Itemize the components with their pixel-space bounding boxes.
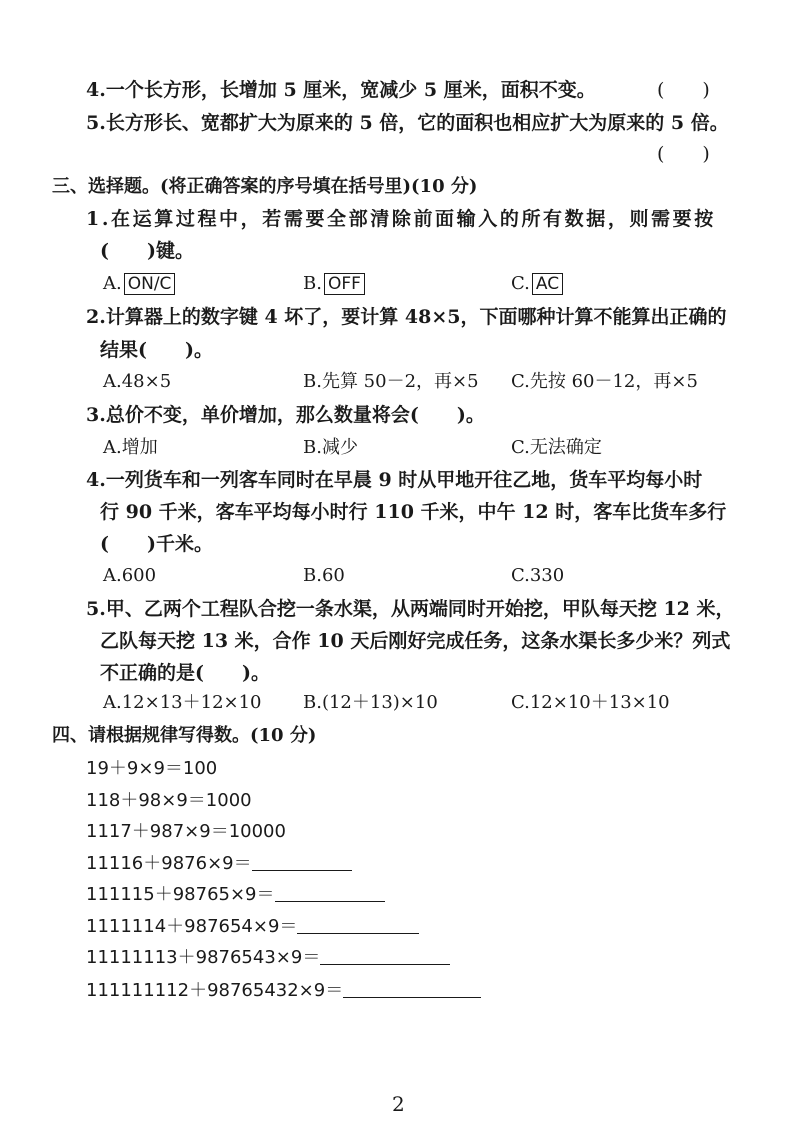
off-key: OFF [324, 273, 365, 295]
equation-row [86, 979, 481, 1003]
question-text-cont: 不正确的是( )。 [100, 662, 270, 684]
question-number: 4. [86, 79, 106, 101]
equation-text: 11116＋9876×9＝ [86, 853, 252, 874]
option-c[interactable]: C.无法确定 [511, 437, 602, 458]
option-b[interactable]: B.减少 [303, 437, 358, 458]
option-label: A. [103, 273, 122, 294]
answer-blank[interactable] [275, 883, 385, 902]
question-text: 甲、乙两个工程队合挖一条水渠，从两端同时开始挖，甲队每天挖 12 米， [105, 598, 735, 620]
question-number: 5. [86, 112, 106, 134]
equation-row: 1117＋987×9＝10000 [86, 821, 286, 842]
question-number: 3. [86, 404, 106, 426]
equation-text: 1111114＋987654×9＝ [86, 916, 298, 937]
option-c[interactable]: C.先按 60－12，再×5 [511, 371, 698, 392]
section-title: 四、请根据规律写得数。(10 分) [52, 725, 317, 746]
option-c[interactable]: C.330 [511, 565, 565, 586]
answer-blank[interactable] [297, 915, 419, 934]
question-text: 总价不变，单价增加，那么数量将会( )。 [105, 404, 485, 426]
option-a[interactable]: A.48×5 [103, 371, 172, 392]
choice-question-3 [86, 403, 485, 427]
equation-row [86, 883, 385, 907]
answer-paren[interactable]: ( ) [657, 79, 710, 101]
question-text: 在运算过程中，若需要全部清除前面输入的所有数据，则需要按 [111, 208, 716, 230]
option-label: C. [511, 273, 530, 294]
question-text-cont: 乙队每天挖 13 米，合作 10 天后刚好完成任务，这条水渠长多少米？列式 [100, 630, 731, 652]
judge-question-4 [86, 78, 596, 102]
choice-question-4 [86, 468, 702, 492]
question-number: 2. [86, 306, 106, 328]
option-c[interactable]: C.12×10＋13×10 [511, 692, 670, 713]
choice-question-2 [86, 305, 727, 329]
judge-question-5 [86, 111, 729, 135]
equation-row: 118＋98×9＝1000 [86, 790, 252, 811]
question-text-cont: ( )千米。 [100, 533, 213, 555]
question-text: 计算器上的数字键 4 坏了，要计算 48×5，下面哪种计算不能算出正确的 [105, 306, 727, 328]
equation-text: 11111113＋9876543×9＝ [86, 947, 321, 968]
page-number: 2 [392, 1092, 405, 1116]
answer-paren[interactable]: ( ) [657, 143, 710, 165]
option-a[interactable]: A.增加 [103, 437, 158, 458]
question-text: 长方形长、宽都扩大为原来的 5 倍，它的面积也相应扩大为原来的 5 倍。 [105, 112, 729, 134]
equation-row: 19＋9×9＝100 [86, 758, 218, 779]
question-number: 1. [86, 208, 112, 230]
question-number: 5. [86, 598, 106, 620]
on-c-key: ON/C [124, 273, 176, 295]
option-b[interactable]: B.(12＋13)×10 [303, 692, 438, 713]
section-title: 三、选择题。(将正确答案的序号填在括号里)(10 分) [52, 176, 478, 197]
ac-key: AC [532, 273, 563, 295]
option-b[interactable]: B.60 [303, 565, 345, 586]
answer-blank[interactable] [343, 979, 481, 998]
option-label: B. [303, 273, 322, 294]
answer-blank[interactable] [320, 946, 450, 965]
choice-question-5 [86, 597, 735, 621]
question-text: 一个长方形，长增加 5 厘米，宽减少 5 厘米，面积不变。 [105, 79, 596, 101]
option-b[interactable]: B.先算 50－2，再×5 [303, 371, 479, 392]
equation-text: 111115＋98765×9＝ [86, 884, 275, 905]
question-number: 4. [86, 469, 106, 491]
question-text-cont: ( )键。 [100, 240, 194, 262]
equation-row [86, 915, 419, 939]
option-a[interactable]: A.12×13＋12×10 [103, 692, 262, 713]
option-b[interactable] [303, 272, 365, 296]
question-text-cont: 行 90 千米，客车平均每小时行 110 千米，中午 12 时，客车比货车多行 [100, 501, 727, 523]
option-a[interactable]: A.600 [103, 565, 157, 586]
option-a[interactable] [103, 272, 175, 296]
equation-text: 111111112＋98765432×9＝ [86, 980, 344, 1001]
option-c[interactable] [511, 272, 563, 296]
equation-row [86, 852, 352, 876]
choice-question-1 [86, 207, 716, 231]
equation-row [86, 946, 450, 970]
question-text: 一列货车和一列客车同时在早晨 9 时从甲地开往乙地，货车平均每小时 [105, 469, 703, 491]
answer-blank[interactable] [252, 852, 352, 871]
question-text-cont: 结果( )。 [100, 339, 213, 361]
